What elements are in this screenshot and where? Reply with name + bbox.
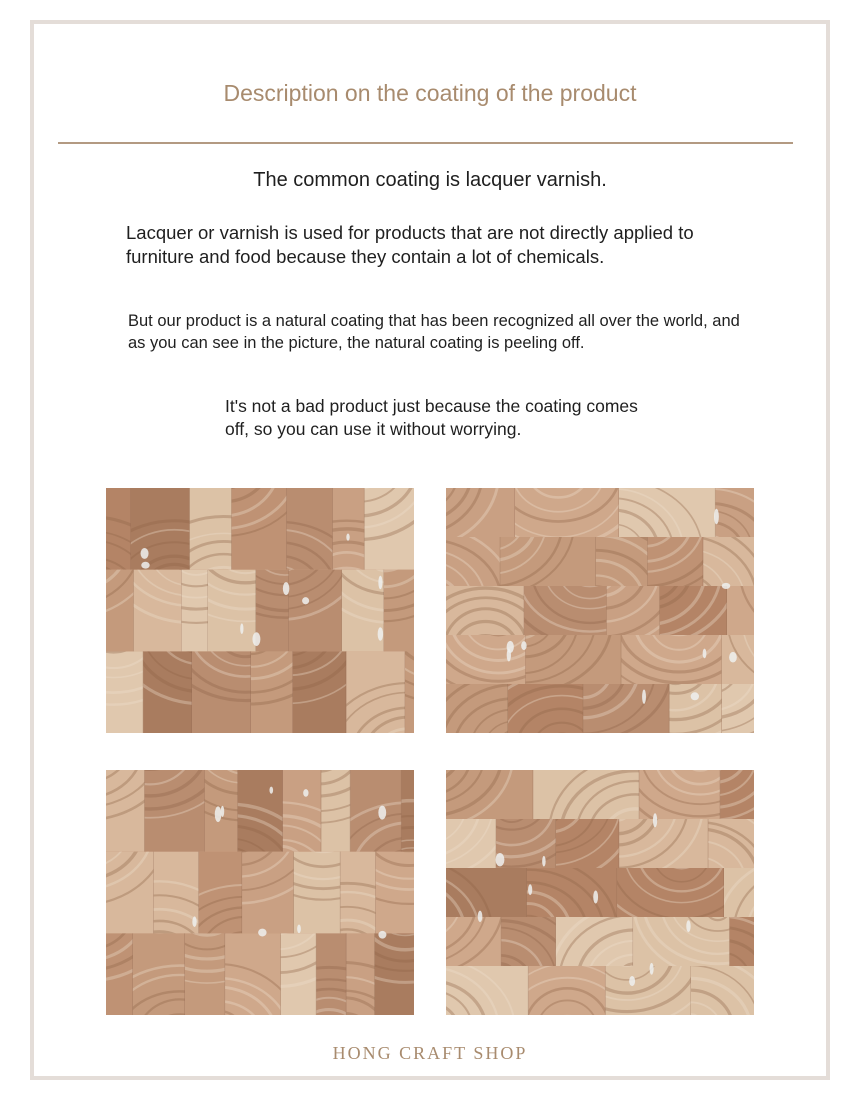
wood-photo-3 (106, 770, 414, 1015)
coating-peel-spot (378, 576, 382, 589)
coating-peel-spot (691, 692, 699, 700)
end-grain-wood-icon (106, 770, 414, 1015)
coating-peel-spot (714, 509, 719, 524)
coating-peel-spot (650, 963, 654, 975)
coating-peel-spot (478, 911, 483, 922)
end-grain-wood-icon (106, 488, 414, 733)
coating-peel-spot (722, 583, 731, 589)
coating-peel-spot (283, 582, 289, 595)
coating-peel-spot (141, 562, 149, 569)
reassurance-paragraph: It's not a bad product just because the coating comes off, so you can use it without worrying. (225, 396, 638, 439)
coating-peel-spot (192, 916, 196, 927)
coating-peel-spot (629, 976, 635, 986)
coating-peel-spot (215, 806, 222, 822)
title-divider (58, 142, 793, 144)
coating-peel-spot (269, 787, 273, 794)
coating-peel-spot (378, 806, 386, 820)
shop-name: HONG CRAFT SHOP (332, 1043, 528, 1063)
coating-peel-spot (703, 649, 707, 659)
coating-peel-spot (141, 548, 149, 559)
coating-peel-spot (593, 890, 598, 903)
coating-peel-spot (297, 925, 301, 934)
lacquer-paragraph: Lacquer or varnish is used for products that are not directly applied to furniture and food because they contain a lot of chemicals. (126, 222, 694, 267)
coating-peel-spot (521, 641, 527, 650)
coating-peel-spot (378, 931, 386, 939)
natural-coating-paragraph: But our product is a natural coating that has been recognized all over the world, and as you can see in the picture, the natural coating is peeling off. (128, 312, 740, 352)
coating-peel-spot (378, 627, 383, 640)
page-title: Description on the coating of the product (223, 80, 637, 106)
coating-peel-spot (346, 534, 349, 541)
coating-peel-spot (496, 853, 505, 866)
wood-photo-2 (446, 488, 754, 733)
coating-peel-spot (240, 623, 243, 634)
coating-peel-spot (729, 652, 737, 663)
coating-peel-spot (302, 597, 309, 604)
coating-peel-spot (303, 789, 308, 797)
coating-peel-spot (528, 884, 532, 895)
coating-peel-spot (642, 690, 646, 704)
coating-peel-spot (258, 929, 266, 937)
wood-block (446, 957, 529, 1015)
coating-peel-spot (507, 641, 514, 653)
wood-photo-1 (106, 488, 414, 733)
wood-photo-4 (446, 770, 754, 1015)
end-grain-wood-icon (446, 770, 754, 1015)
coating-peel-spot (653, 813, 657, 827)
coating-peel-spot (542, 856, 546, 867)
intro-sentence: The common coating is lacquer varnish. (253, 169, 607, 191)
coating-peel-spot (686, 920, 690, 932)
coating-peel-spot (252, 632, 260, 646)
end-grain-wood-icon (446, 488, 754, 733)
